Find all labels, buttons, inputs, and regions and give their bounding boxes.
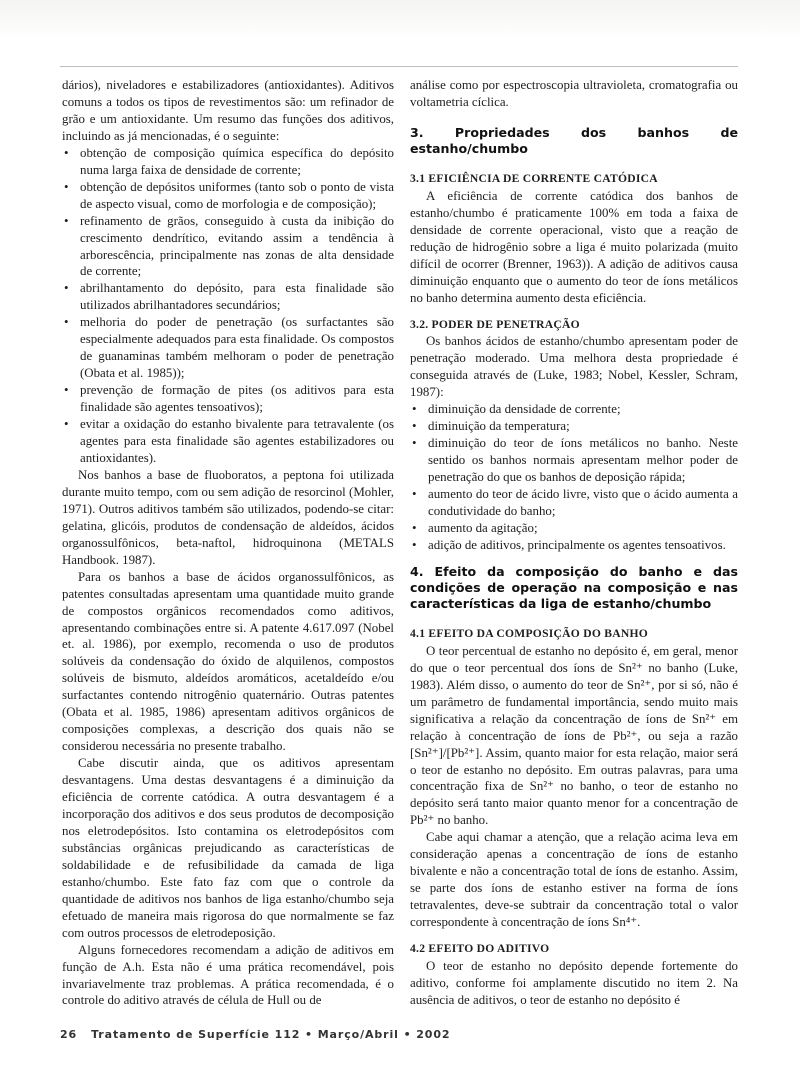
paragraph: Cabe discutir ainda, que os aditivos apresentam desvantagens. Uma destas desvantagens é a diminuição da eficiência de corrente catódica. A outra desvantagem é a incorporação dos aditivos e dos seus produtos de decomposição nos eletrodepósitos. Isto contamina os eletrodepósitos com substâncias orgânicas prejudicando as características de soldabilidade e de refusibilidade da camada de liga estanho/chumbo. Este fato faz com que o controle da quantidade de aditivos nos banhos de liga estanho/chumbo seja efetuado de maneira mais rigorosa do que normalmente se faz com outros processos de eletrodeposição.	[62, 756, 394, 940]
bullet-icon: •	[412, 520, 417, 535]
list-item: • obtenção de depósitos uniformes (tanto sob o ponto de vista de aspecto visual, como de morfologia e de composição);	[64, 179, 394, 211]
subsection-heading-4-1: 4.1 EFEITO DA COMPOSIÇÃO DO BANHO	[410, 626, 649, 640]
paragraph: Alguns fornecedores recomendam a adição de aditivos em função de A.h. Esta não é uma prática recomendável, pois invariavelmente traz problemas. A prática recomendada, é o controle do aditivo através de célula de Hull ou de	[62, 942, 394, 1008]
list-item: • diminuição da temperatura;	[412, 419, 570, 434]
list-item: • aumento da agitação;	[412, 520, 538, 535]
list-item: • melhoria do poder de penetração (os surfactantes são especialmente adequados para esta finalidade. Os compostos de guanaminas também melhoram o poder de penetração (Obata et al. 1985));	[64, 315, 394, 381]
paragraph: Nos banhos a base de fluoboratos, a peptona foi utilizada durante muito tempo, com ou sem adição de resorcinol (Mohler, 1971). Outros aditivos também são utilizados, podendo-se citar: gelatina, glicóis, produtos de condensação de aldeídos, ácidos organossulfônicos, beta-naftol, hidroquinona (METALS Handbook. 1987).	[62, 467, 394, 567]
bullet-icon: •	[64, 281, 69, 296]
paragraph: O teor percentual de estanho no depósito é, em geral, menor do que o teor percentual dos íons de Sn²⁺ no banho (Luke, 1983). Além disso, o aumento do teor de Sn²⁺, por si só, não é um parâmetro de fundamental importância, sendo muito mais significativa a relação da concentração de íons de Sn²⁺ em relação à concentração de íons de Pb²⁺, ou seja a razão [Sn²⁺]/[Pb²⁺]. Assim, quanto maior for esta relação, maior será o teor de estanho no depósito. Em outras palavras, para uma concentração fixa de Sn²⁺ no banho, o teor de estanho no depósito será tanto maior quanto menor for a concentração de Pb²⁺ no banho.	[410, 643, 738, 828]
subsection-heading-3-1: 3.1 EFICIÊNCIA DE CORRENTE CATÓDICA	[410, 171, 658, 185]
section-heading-4: 4. Efeito da composição do banho e das condições de operação na composição e nas características da liga de estanho/chumbo	[410, 563, 738, 611]
page-number: 26	[60, 1028, 78, 1041]
bullet-icon: •	[64, 383, 69, 398]
list-item: • prevenção de formação de pites (os aditivos para esta finalidade são agentes tensoativos);	[64, 383, 394, 415]
list-item: • abrilhantamento do depósito, para esta finalidade são utilizados abrilhantadores secundários;	[64, 281, 394, 313]
paragraph: Cabe aqui chamar a atenção, que a relação acima leva em consideração apenas a concentração de íons de estanho bivalente e não a concentração total de íons de estanho. Assim, se parte dos íons de estanho estiver na forma de íons tetravalentes, deve-se subtrair da concentração total o valor correspondente à concentração de íons Sn⁴⁺.	[410, 830, 738, 930]
paragraph: A eficiência de corrente catódica dos banhos de estanho/chumbo é praticamente 100% em toda a faixa de densidade de corrente operacional, visto que a reação de redução de hidrogênio sobre a liga é muito polarizada (muito difícil de ocorrer (Brenner, 1963)). A adição de aditivos causa diminuição enquanto que o aumento do teor de íons metálicos no banho determina aumento desta eficiência.	[410, 188, 738, 305]
publication-info: Tratamento de Superfície 112 • Março/Abril • 2002	[91, 1028, 451, 1041]
list-item: • obtenção de composição química específica do depósito numa larga faixa de densidade de corrente;	[64, 145, 394, 177]
penetration-list	[410, 401, 738, 554]
list-item: • diminuição do teor de íons metálicos no banho. Neste sentido os banhos normais apresentam melhor poder de penetração do que os banhos de deposição rápida;	[412, 436, 738, 485]
bullet-icon: •	[412, 537, 417, 552]
paragraph: O teor de estanho no depósito depende fortemente do aditivo, conforme foi amplamente discutido no item 2. Na ausência de aditivos, o teor de estanho no depósito é	[410, 958, 738, 1007]
list-item: • adição de aditivos, principalmente os agentes tensoativos.	[412, 537, 726, 552]
additive-functions-list	[62, 145, 394, 467]
bullet-icon: •	[412, 402, 417, 417]
paragraph: Os banhos ácidos de estanho/chumbo apresentam poder de penetração moderado. Uma melhora desta propriedade é conseguida através de (Luke, 1983; Nobel, Kessler, Schram, 1987):	[410, 334, 738, 400]
list-item: • diminuição da densidade de corrente;	[412, 402, 621, 417]
bullet-icon: •	[64, 145, 69, 160]
list-item: • aumento do teor de ácido livre, visto que o ácido aumenta a condutividade do banho;	[412, 487, 738, 519]
paragraph: análise como por espectroscopia ultravioleta, cromatografia ou voltametria cíclica.	[410, 78, 738, 109]
subsection-heading-4-2: 4.2 EFEITO DO ADITIVO	[410, 942, 550, 956]
right-column	[410, 77, 738, 1009]
bullet-icon: •	[412, 487, 417, 502]
scan-edge	[0, 0, 800, 40]
paragraph: dários), niveladores e estabilizadores (antioxidantes). Aditivos comuns a todos os tipos de revestimentos são: um refinador de grão e um antioxidante. Um resumo das funções dos aditivos, incluindo as já mencionadas, é o seguinte:	[62, 78, 394, 143]
list-item: • evitar a oxidação do estanho bivalente para tetravalente (os agentes para esta finalidade são agentes estabilizadores ou antioxidantes).	[64, 417, 394, 465]
subsection-heading-3-2: 3.2. PODER DE PENETRAÇÃO	[410, 317, 580, 331]
section-heading-3: 3. Propriedades dos banhos de estanho/chumbo	[410, 124, 738, 156]
bullet-icon: •	[412, 436, 417, 451]
bullet-icon: •	[412, 419, 417, 434]
list-item: • refinamento de grãos, conseguido à custa da inibição do crescimento dendrítico, evitando assim a tendência à arborescência, principalmente nas zonas de alta densidade de corrente;	[64, 213, 394, 279]
header-rule	[60, 66, 738, 67]
bullet-icon: •	[64, 179, 69, 194]
bullet-icon: •	[64, 417, 69, 432]
bullet-icon: •	[64, 315, 69, 330]
paragraph: Para os banhos a base de ácidos organossulfônicos, as patentes consultadas apresentam uma quantidade muito grande de compostos orgânicos recomendados como aditivos, apresentando combinações entre si. A patente 4.617.097 (Nobel et. al. 1986), por exemplo, recomenda o uso de produtos solúveis da condensação do óxido de alquilenos, compostos solúveis de bismuto, aldeídos aromáticos, acetaldeído e/ou surfactantes contendo nitrogênio quaternário. Outras patentes (Obata et al. 1985, 1986) apresentam aditivos orgânicos de composições complexas, a descrição dos quais não se considerou necessária no presente trabalho.	[62, 569, 394, 754]
bullet-icon: •	[64, 213, 69, 228]
page-footer	[60, 1028, 450, 1041]
left-column	[62, 77, 394, 1009]
